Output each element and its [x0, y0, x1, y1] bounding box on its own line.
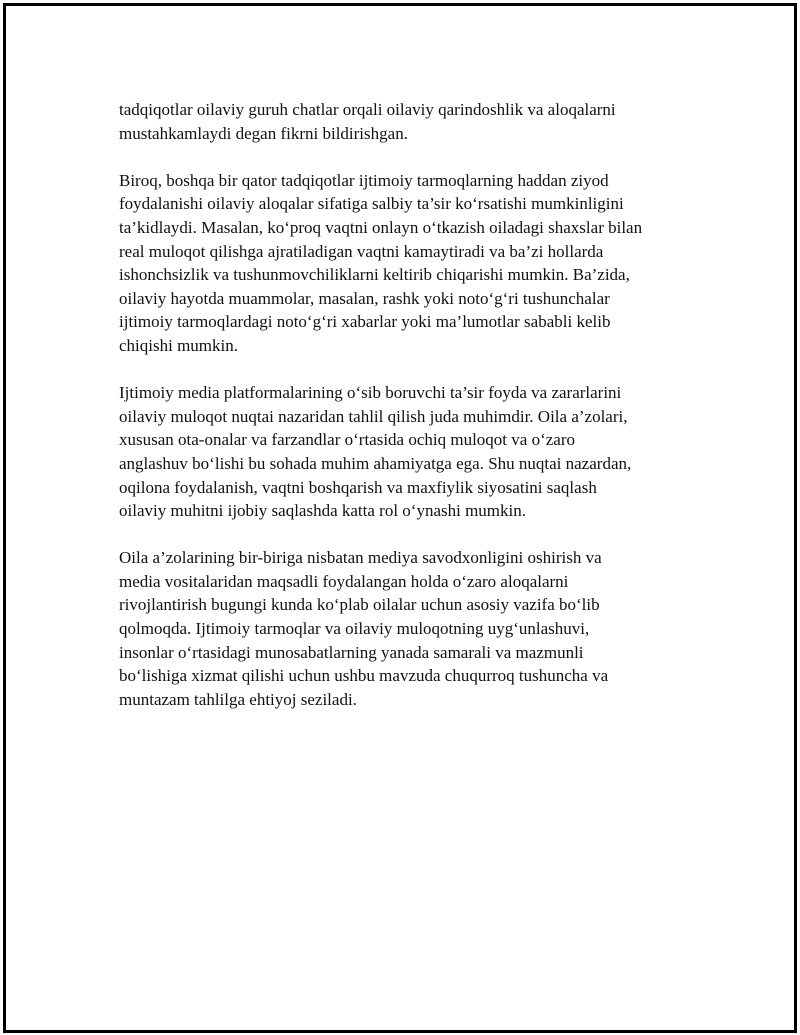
- document-body: [119, 98, 699, 735]
- text-line: anglashuv bo‘lishi bu sohada muhim ahamiyatga ega. Shu nuqtai nazardan,: [119, 453, 632, 473]
- text-line: real muloqot qilishga ajratiladigan vaqtni kamaytiradi va ba’zi hollarda: [119, 241, 604, 261]
- text-line: Biroq, boshqa bir qator tadqiqotlar ijtimoiy tarmoqlarning haddan ziyod: [119, 170, 609, 190]
- text-line: oilaviy muloqot nuqtai nazaridan tahlil qilish juda muhimdir. Oila a’zolari,: [119, 406, 628, 426]
- text-line: bo‘lishiga xizmat qilishi uchun ushbu mavzuda chuqurroq tushuncha va: [119, 666, 609, 686]
- text-line: qolmoqda. Ijtimoiy tarmoqlar va oilaviy muloqotning uyg‘unlashuvi,: [119, 619, 590, 639]
- text-line: chiqishi mumkin.: [119, 335, 238, 355]
- text-line: media vositalaridan maqsadli foydalangan holda o‘zaro aloqalarni: [119, 571, 569, 591]
- text-line: Oila a’zolarining bir-biriga nisbatan mediya savodxonligini oshirish va: [119, 548, 602, 568]
- text-line: oilaviy muhitni ijobiy saqlashda katta rol o‘ynashi mumkin.: [119, 501, 527, 521]
- text-line: xususan ota-onalar va farzandlar o‘rtasida ochiq muloqot va o‘zaro: [119, 430, 575, 450]
- text-line: foydalanishi oilaviy aloqalar sifatiga salbiy ta’sir ko‘rsatishi mumkinligini: [119, 194, 624, 214]
- paragraph-1: [119, 98, 699, 145]
- text-line: insonlar o‘rtasidagi munosabatlarning yanada samarali va mazmunli: [119, 642, 584, 662]
- text-line: Ijtimoiy media platformalarining o‘sib boruvchi ta’sir foyda va zararlarini: [119, 383, 622, 403]
- text-line: rivojlantirish bugungi kunda ko‘plab oilalar uchun asosiy vazifa bo‘lib: [119, 595, 600, 615]
- document-page: [3, 3, 797, 1033]
- text-line: oilaviy hayotda muammolar, masalan, rashk yoki noto‘g‘ri tushunchalar: [119, 288, 610, 308]
- text-line: ta’kidlaydi. Masalan, ko‘proq vaqtni onlayn o‘tkazish oiladagi shaxslar bilan: [119, 217, 643, 237]
- paragraph-4: [119, 546, 699, 711]
- text-line: oqilona foydalanish, vaqtni boshqarish va maxfiylik siyosatini saqlash: [119, 477, 597, 497]
- paragraph-3: [119, 381, 699, 523]
- text-line: mustahkamlaydi degan fikrni bildirishgan.: [119, 123, 408, 143]
- text-line: muntazam tahlilga ehtiyoj seziladi.: [119, 689, 357, 709]
- text-line: ishonchsizlik va tushunmovchiliklarni keltirib chiqarishi mumkin. Ba’zida,: [119, 265, 630, 285]
- text-line: ijtimoiy tarmoqlardagi noto‘g‘ri xabarlar yoki ma’lumotlar sababli kelib: [119, 312, 611, 332]
- paragraph-2: [119, 169, 699, 358]
- text-line: tadqiqotlar oilaviy guruh chatlar orqali oilaviy qarindoshlik va aloqalarni: [119, 100, 616, 119]
